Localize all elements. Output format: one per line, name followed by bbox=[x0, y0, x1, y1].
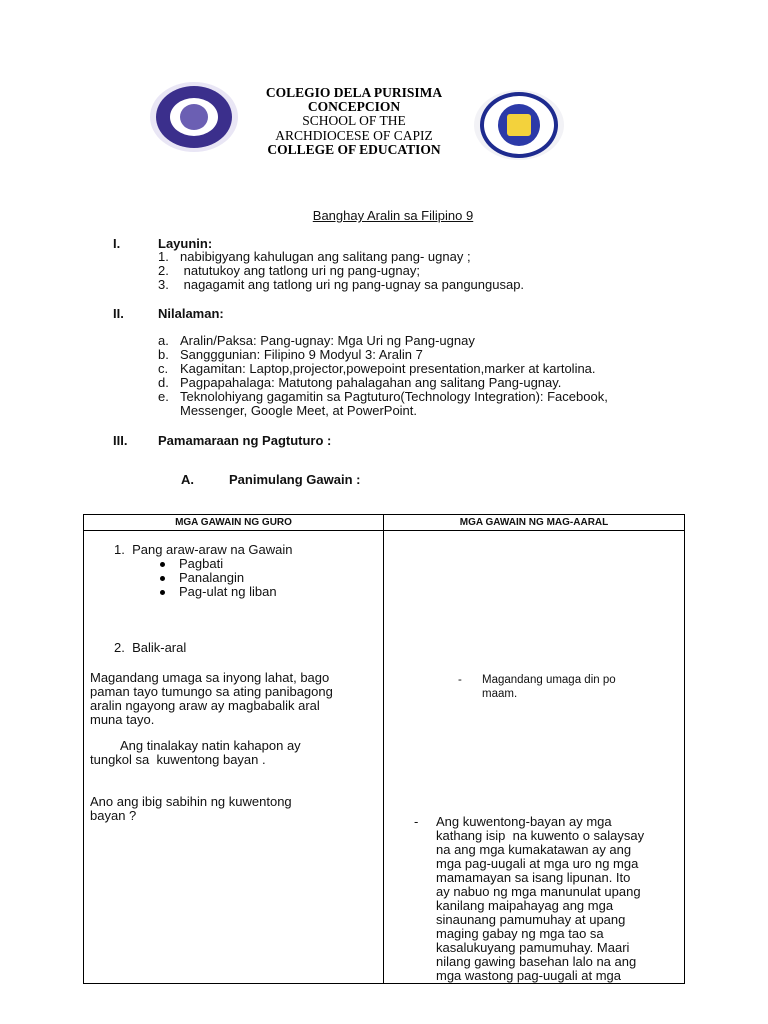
bullet-icon bbox=[160, 590, 165, 595]
school-line3: SCHOOL OF THE bbox=[302, 113, 406, 129]
school-header bbox=[240, 86, 468, 157]
list-item: Pag-ulat ng liban bbox=[160, 585, 277, 599]
school-seal-icon bbox=[150, 82, 238, 152]
section-2-title: Nilalaman: bbox=[158, 306, 224, 321]
list-item: Panalangin bbox=[160, 571, 277, 585]
objective-3: 3. nagagamit ang tatlong uri ng pang-ugnay sa pangungusap. bbox=[158, 277, 525, 292]
student-answer-1: Magandang umaga din po maam. bbox=[482, 674, 616, 700]
teacher-question: Ano ang ibig sabihin ng kuwentong bayan ? bbox=[90, 794, 292, 823]
section-3-title: Pamamaraan ng Pagtuturo : bbox=[158, 433, 332, 448]
content-item-c: c. Kagamitan: Laptop,projector,powepoint presentation,marker at kartolina. bbox=[158, 361, 596, 376]
college-name: COLLEGE OF EDUCATION bbox=[267, 141, 441, 157]
teacher-review-paragraph: Ang tinalakay natin kahapon ay tungkol sa kuwentong bayan . bbox=[90, 738, 301, 767]
section-1-title: Layunin: bbox=[158, 236, 213, 251]
teacher-item-2: 2. Balik-aral bbox=[114, 640, 187, 655]
content-item-b: b. Sangggunian: Filipino 9 Modyul 3: Aralin 7 bbox=[158, 347, 423, 362]
content-item-a: a. Aralin/Paksa: Pang-ugnay: Mga Uri ng Pang-ugnay bbox=[158, 333, 475, 348]
bullet-list bbox=[160, 557, 277, 599]
list-item: Pagbati bbox=[160, 557, 277, 571]
objective-1: 1. nabibigyang kahulugan ang salitang pang- ugnay ; bbox=[158, 249, 471, 264]
section-1-numeral: I. bbox=[113, 236, 121, 251]
activities-table bbox=[83, 514, 685, 984]
bullet-icon bbox=[160, 562, 165, 567]
content-item-d: d. Pagpapahalaga: Matutong pahalagahan ang salitang Pang-ugnay. bbox=[158, 375, 562, 390]
subsection-a-letter: A. bbox=[181, 472, 194, 487]
student-answer-2: Ang kuwentong-bayan ay mga kathang isip na kuwento o salaysay na ang mga kumakatawan ay ang mga pag-uugali at mga uro ng mga mamamayan sa isang lipunan. Ito ay nabuo ng mga manunulat upang kanilang maipahayag ang mga sinaunang pamumuhay at upang maging gabay ng mga tao sa kasalukuyang pamumuhay. Maari nilang gawing basehan lalo na ang mga wastong pag-uugali at mga bbox=[436, 814, 645, 983]
school-name-line1: COLEGIO DELA PURISIMA bbox=[265, 85, 443, 100]
teacher-item-1: 1. Pang araw-araw na Gawain bbox=[114, 542, 293, 557]
student-answer-1-dash: - bbox=[458, 674, 462, 686]
section-2-numeral: II. bbox=[113, 306, 124, 321]
school-name-line2: CONCEPCION bbox=[307, 99, 401, 115]
document-title-wrap bbox=[0, 208, 768, 223]
bullet-icon bbox=[160, 576, 165, 581]
school-line4: ARCHDIOCESE OF CAPIZ bbox=[275, 127, 433, 143]
student-answer-2-dash: - bbox=[414, 814, 419, 829]
content-item-e: e. Teknolohiyang gagamitin sa Pagtuturo(Technology Integration): Facebook, bbox=[158, 389, 608, 404]
column-header-teacher: MGA GAWAIN NG GURO bbox=[175, 517, 292, 528]
document-title: Banghay Aralin sa Filipino 9 bbox=[312, 208, 474, 223]
objective-2: 2. natutukoy ang tatlong uri ng pang-ugnay; bbox=[158, 263, 420, 278]
subsection-a-title: Panimulang Gawain : bbox=[229, 472, 361, 487]
college-of-education-seal-icon bbox=[474, 90, 564, 160]
content-item-e-continued: Messenger, Google Meet, at PowerPoint. bbox=[180, 403, 418, 418]
teacher-greeting-paragraph: Magandang umaga sa inyong lahat, bago paman tayo tumungo sa ating panibagong aralin ngayong araw ay magbabalik aral muna tayo. bbox=[90, 670, 333, 727]
section-3-numeral: III. bbox=[113, 433, 128, 448]
column-header-student: MGA GAWAIN NG MAG-AARAL bbox=[459, 517, 609, 528]
